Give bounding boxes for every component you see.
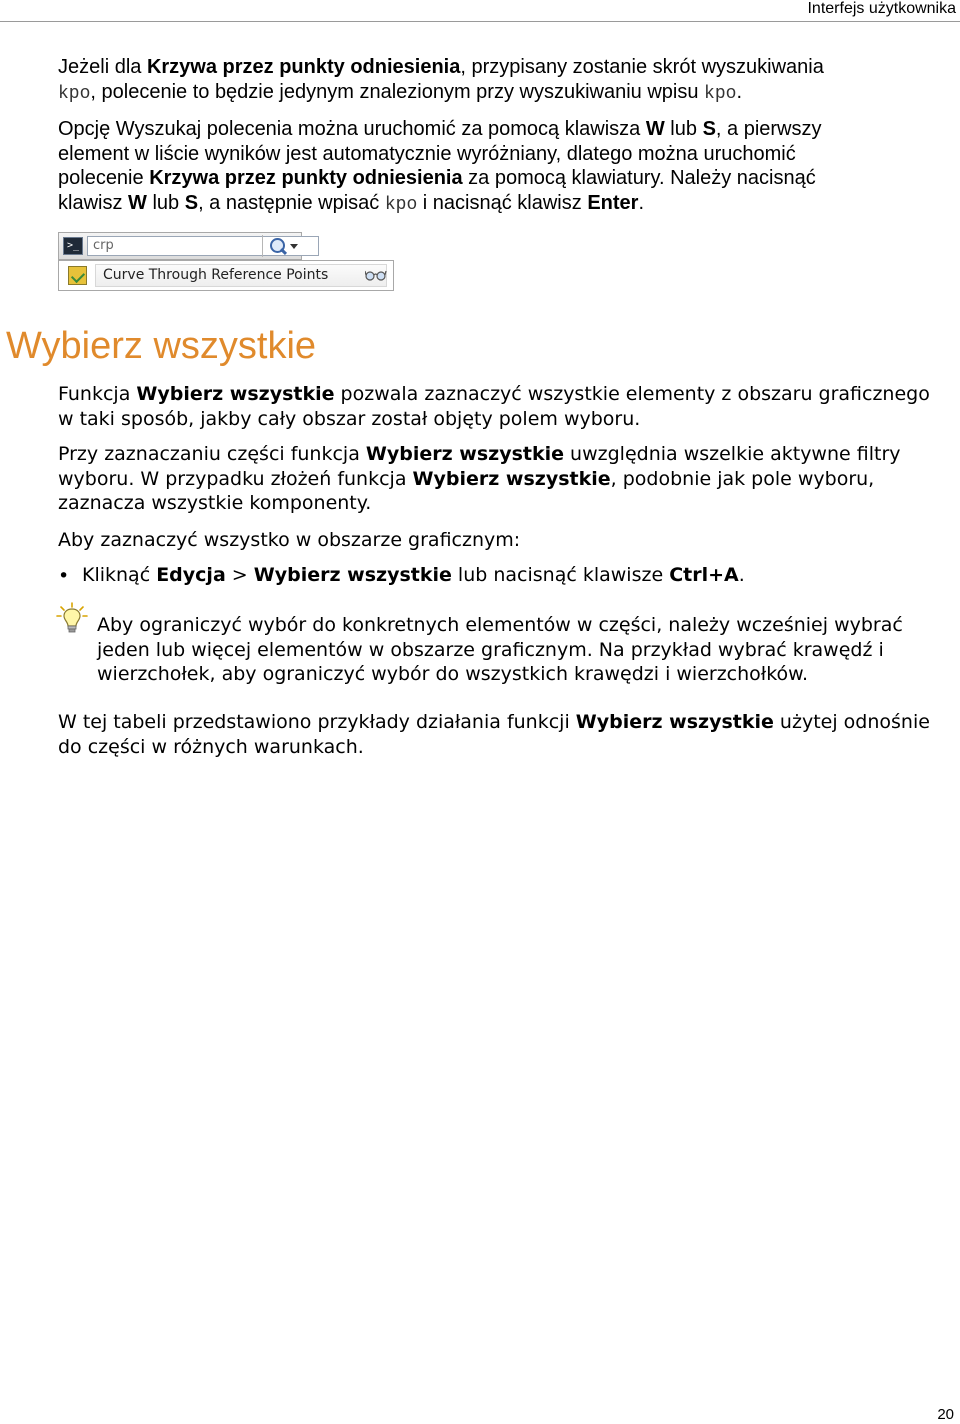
paragraph-line: do części w różnych warunkach.: [58, 735, 364, 758]
paragraph-line: polecenie Krzywa przez punkty odniesienia za pomocą klawiatury. Należy nacisnąć: [58, 167, 816, 189]
paragraph-line: Przy zaznaczaniu części funkcja Wybierz wszystkie uwzględnia wszelkie aktywne filtry: [58, 443, 901, 465]
command-prompt-icon: >_: [63, 237, 83, 255]
running-header: Interfejs użytkownika: [807, 0, 956, 17]
tip-note: [97, 613, 960, 687]
header-divider: [0, 21, 960, 22]
paragraph-line: W tej tabeli przedstawiono przykłady działania funkcji Wybierz wszystkie użytej odnośnie: [58, 711, 930, 733]
paragraph-line: wyboru. W przypadku złożeń funkcja Wybierz wszystkie, podobnie jak pole wyboru,: [58, 467, 875, 490]
command-search-box-screenshot: [58, 232, 302, 260]
paragraph-shortcut-intro: [58, 55, 958, 106]
search-input-value: crp: [93, 238, 114, 253]
paragraph-line: Aby zaznaczyć wszystko w obszarze graficznym:: [58, 529, 521, 551]
magnifier-handle: [280, 248, 287, 255]
paragraph-line: Aby ograniczyć wybór do konkretnych elementów w części, należy wcześniej wybrać: [97, 614, 903, 636]
section-heading: Wybierz wszystkie: [6, 325, 317, 367]
paragraph-select-all-intro: [58, 382, 958, 431]
bullet-dot: •: [58, 565, 70, 587]
paragraph-procedure-intro: [58, 528, 958, 553]
paragraph-select-all-filters: [58, 442, 958, 516]
search-result-label: Curve Through Reference Points: [103, 267, 329, 283]
glasses-icon: [365, 269, 387, 281]
paragraph-line: Jeżeli dla Krzywa przez punkty odniesienia, przypisany zostanie skrót wyszukiwania: [58, 56, 824, 78]
paragraph-line: zaznacza wszystkie komponenty.: [58, 492, 372, 514]
bullet-text: Kliknąć Edycja > Wybierz wszystkie lub nacisnąć klawisze Ctrl+A.: [82, 564, 745, 586]
paragraph-line: jeden lub więcej elementów w obszarze graficznym. Na przykład wybrać krawędź i: [97, 638, 884, 661]
paragraph-line: klawisz W lub S, a następnie wpisać kpo i nacisnąć klawisz Enter.: [58, 191, 644, 215]
command-icon: [68, 266, 87, 285]
paragraph-line: element w liście wyników jest automatycznie wyróżniany, dlatego można uruchomić: [58, 142, 796, 165]
search-result-screenshot: [58, 260, 394, 291]
dropdown-caret-icon: [290, 244, 298, 249]
paragraph-line: w taki sposób, jakby cały obszar został objęty polem wyboru.: [58, 407, 641, 430]
paragraph-line: wierzchołek, aby ograniczyć wybór do wszystkich krawędzi i wierzchołków.: [97, 663, 808, 685]
paragraph-line: Funkcja Wybierz wszystkie pozwala zaznaczyć wszystkie elementy z obszaru graficznego: [58, 383, 930, 405]
page-number: 20: [937, 1406, 954, 1423]
bullet-item: [82, 563, 960, 588]
paragraph-line: kpo, polecenie to będzie jedynym znalezionym przy wyszukiwaniu wpisu kpo.: [58, 80, 742, 104]
lightbulb-icon: [56, 602, 88, 636]
paragraph-search-keyboard: [58, 117, 958, 217]
paragraph-table-intro: [58, 710, 958, 759]
paragraph-line: Opcję Wyszukaj polecenia można uruchomić za pomocą klawisza W lub S, a pierwszy: [58, 118, 822, 140]
search-button: [262, 235, 288, 257]
